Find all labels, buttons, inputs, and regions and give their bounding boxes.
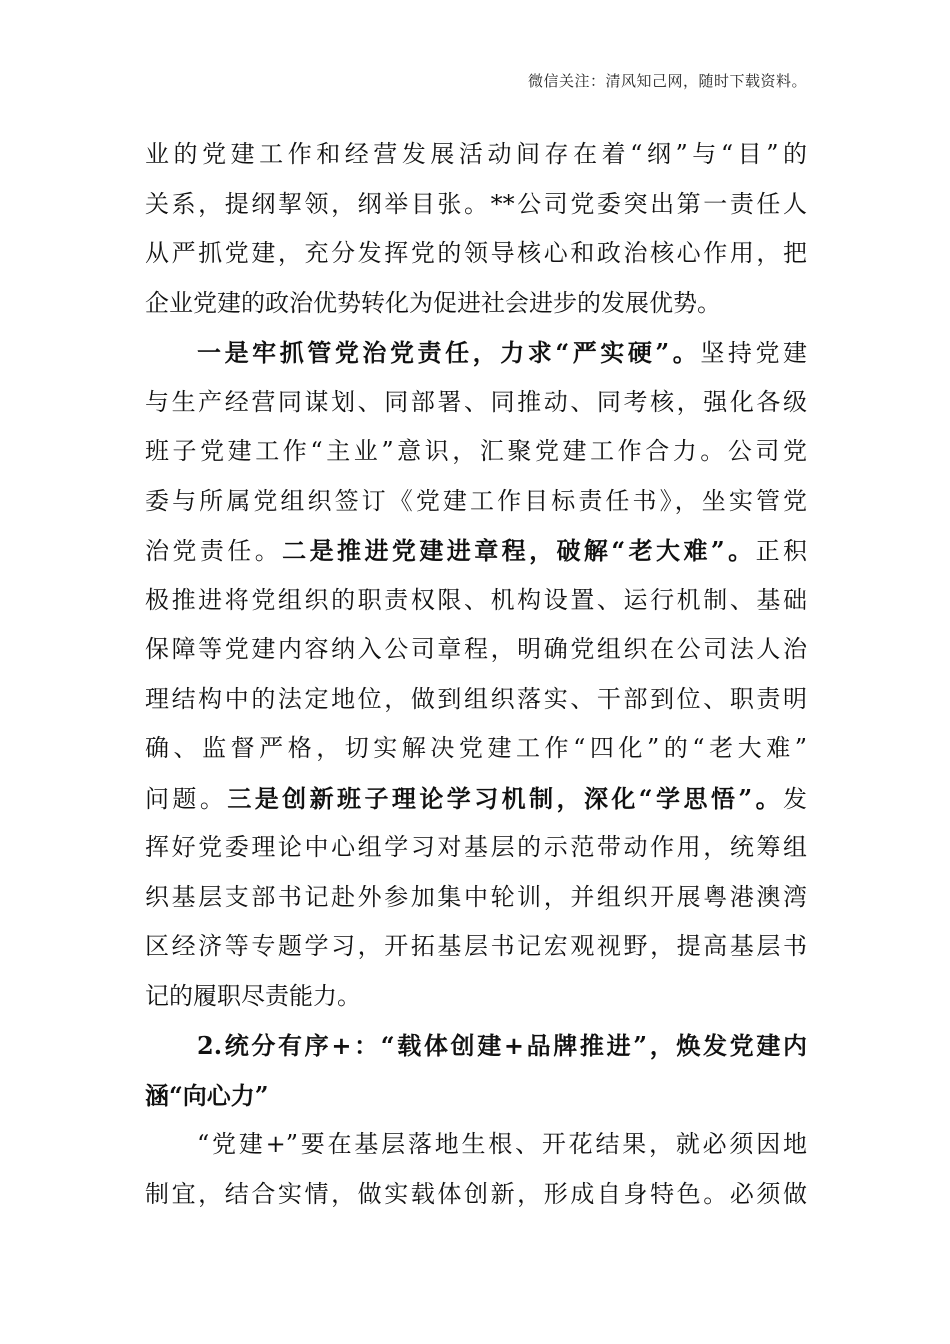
bold-lead: 三是创新班子理论学习机制，深化“学思悟”。 xyxy=(227,783,784,813)
body-line: 保障等党建内容纳入公司章程，明确党组织在公司法人治 xyxy=(145,635,807,663)
body-line: 织基层支部书记赴外参加集中轮训，并组织开展粤港澳湾 xyxy=(145,882,807,911)
body-line: 挥好党委理论中心组学习对基层的示范带动作用，统筹组 xyxy=(145,833,807,861)
body-line: “党建+”要在基层落地生根、开花结果，就必须因地 xyxy=(197,1130,807,1158)
body-line: 区经济等专题学习，开拓基层书记宏观视野，提高基层书 xyxy=(145,932,807,960)
body-line: 一是牢抓管党治党责任，力求“严实硬”。坚持党建 xyxy=(197,338,808,367)
bold-lead: 一是牢抓管党治党责任，力求“严实硬”。 xyxy=(197,338,701,367)
body-line: 治党责任。二是推进党建进章程，破解“老大难”。正积 xyxy=(145,536,808,565)
body-line: 记的履职尽责能力。 xyxy=(145,981,361,1010)
body-line: 确、监督严格，切实解决党建工作“四化”的“老大难” xyxy=(145,734,807,762)
body-line: 制宜，结合实情，做实载体创新，形成自身特色。必须做 xyxy=(145,1179,807,1208)
body-line: 班子党建工作“主业”意识，汇聚党建工作合力。公司党 xyxy=(145,437,807,465)
section-heading: 2.统分有序+：“载体创建+品牌推进”，焕发党建内 xyxy=(197,1031,807,1060)
body-line: 与生产经营同谋划、同部署、同推动、同考核，强化各级 xyxy=(145,387,807,416)
body-line: 理结构中的法定地位，做到组织落实、干部到位、职责明 xyxy=(145,684,807,713)
body-line: 极推进将党组织的职责权限、机构设置、运行机制、基础 xyxy=(145,585,807,614)
body-line: 企业党建的政治优势转化为促进社会进步的发展优势。 xyxy=(145,288,721,317)
section-heading: 涵“向心力” xyxy=(145,1080,269,1110)
bold-lead: 二是推进党建进章程，破解“老大难”。 xyxy=(282,536,756,565)
document-body xyxy=(145,130,807,1219)
body-line: 业的党建工作和经营发展活动间存在着“纲”与“目”的 xyxy=(145,140,807,168)
body-line: 关系，提纲挈领，纲举目张。**公司党委突出第一责任人 xyxy=(145,189,807,218)
body-line: 委与所属党组织签订《党建工作目标责任书》，坐实管党 xyxy=(145,486,807,515)
body-line: 从严抓党建，充分发挥党的领导核心和政治核心作用，把 xyxy=(145,239,807,267)
header-note: 微信关注：清风知己网，随时下载资料。 xyxy=(527,72,807,90)
body-line: 问题。三是创新班子理论学习机制，深化“学思悟”。发 xyxy=(145,783,808,813)
